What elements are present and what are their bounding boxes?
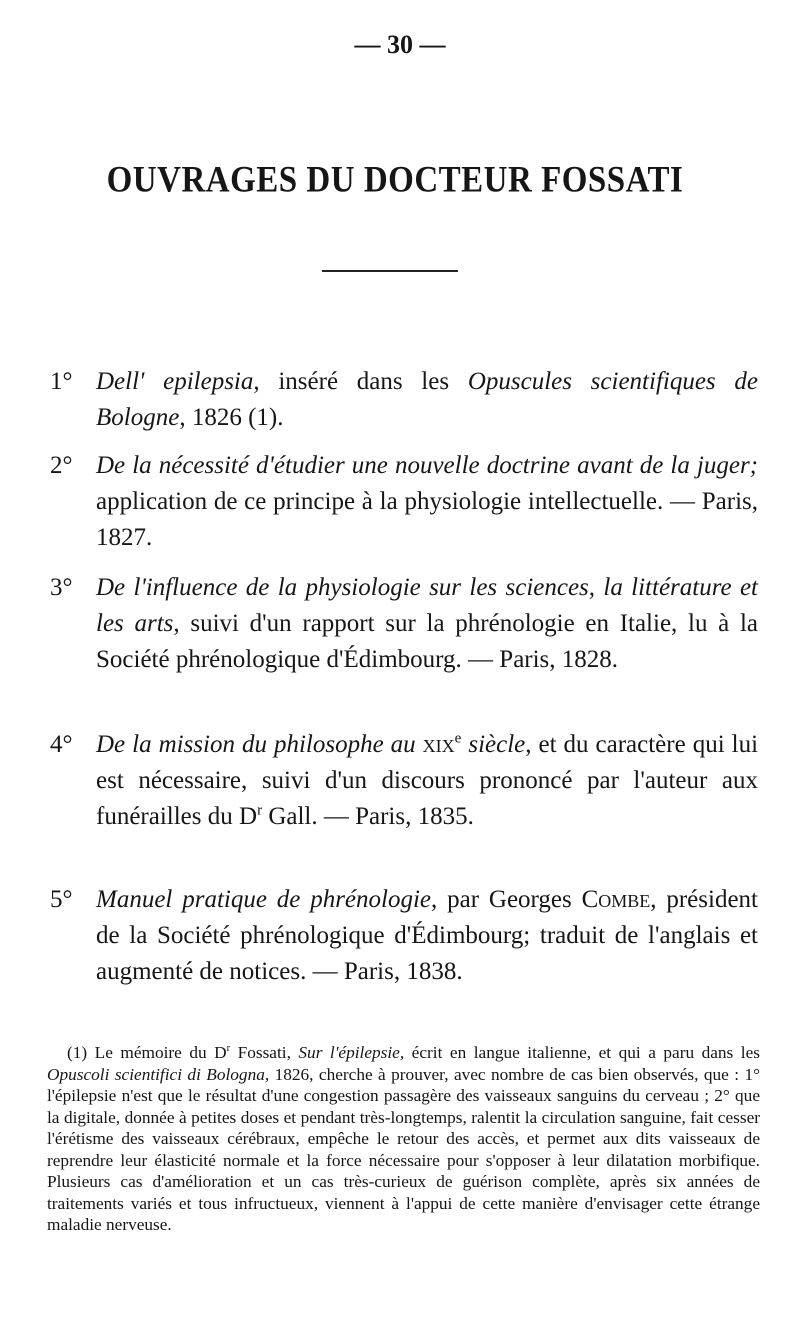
entry-text: , inséré dans les — [253, 368, 468, 395]
doctor-superscript: r — [257, 802, 263, 819]
entry-number: 3° — [50, 574, 73, 601]
entry-title: De l'influence de la physiologie sur les sciences, la littérature et les arts — [96, 574, 758, 637]
bibliography-entry-3 — [50, 570, 758, 678]
entry-text: , suivi d'un rapport sur la phrénologie en Italie, lu à la Société phrénologique d'Édimbourg. — Paris, 1828. — [96, 610, 758, 673]
footnote-marker: (1) — [67, 1043, 88, 1062]
century-superscript: e — [454, 730, 462, 747]
doctor-superscript: r — [226, 1043, 231, 1055]
entry-title: De la mission du philosophe au — [96, 731, 416, 758]
bibliography-entry-5 — [50, 882, 758, 990]
entry-title: Manuel pratique de phrénologie — [96, 886, 432, 913]
footnote-text: écrit en langue italienne, et qui a paru dans les — [404, 1043, 760, 1062]
entry-number: 2° — [50, 452, 73, 479]
bibliography-entry-2 — [50, 448, 758, 556]
entry-title: Dell' epilepsia — [96, 368, 254, 395]
title-divider — [322, 270, 458, 272]
century-numeral: xix — [422, 731, 455, 758]
footnote — [47, 1042, 760, 1236]
entry-text: application de ce principe à la physiologie intellectuelle. — Paris, 1827. — [96, 488, 758, 551]
footnote-text: Fossati, — [230, 1043, 299, 1062]
entry-italic-text: Opuscules scientifiques de Bologne — [96, 368, 758, 431]
entry-title-end: siècle — [468, 731, 526, 758]
bibliography-entry-1 — [50, 364, 758, 436]
footnote-italic-title: Sur l'épilepsie, — [298, 1043, 405, 1062]
bibliography-entry-4 — [50, 727, 759, 835]
entry-number: 1° — [50, 368, 73, 395]
entry-text: , et du caractère qui lui est nécessaire, suivi d'un discours prononcé par l'auteur aux funérailles du D — [96, 731, 759, 830]
footnote-text: Le mémoire du D — [87, 1043, 227, 1062]
footnote-text: 1826, cherche à prouver, avec nombre de cas bien observés, que : 1° l'épilepsie n'est que le résultat d'une congestion passagère des vaisseaux sanguins du cerveau ; 2° que la digitale, donnée à petites doses et pendant très-longtemps, ralentit la circulation sanguine, fait cesser l'érétisme des vaisseaux cérébraux, empêche le retour des accès, et permet aux dits vaisseaux de reprendre leur élasticité normale et la force nécessaire pour s'opposer à leur dilatation morbifique. Plusieurs cas d'amélioration et un cas très-curieux de guérison complète, après six années de traitements variés et tous infructueux, viennent à l'appui de cette manière d'envisager cette étrange maladie nerveuse. — [47, 1064, 760, 1234]
entry-text-end: , 1826 (1). — [179, 404, 284, 431]
author-name: Combe — [581, 886, 651, 913]
entry-number: 4° — [50, 731, 73, 758]
entry-number: 5° — [50, 886, 73, 913]
page-number: — 30 — — [354, 30, 446, 59]
entry-title: De la nécessité d'étudier une nouvelle doctrine avant de la juger; — [96, 452, 758, 479]
page-title: OUVRAGES DU DOCTEUR FOSSATI — [106, 160, 684, 201]
entry-text: , par Georges — [431, 886, 582, 913]
entry-text-end: , président de la Société phrénologique d'Édimbourg; traduit de l'anglais et augmenté de notices. — Paris, 1838. — [96, 886, 758, 985]
footnote-italic-source: Opuscoli scientifici di Bologna, — [47, 1064, 270, 1084]
entry-text-end: Gall. — Paris, 1835. — [262, 803, 474, 830]
